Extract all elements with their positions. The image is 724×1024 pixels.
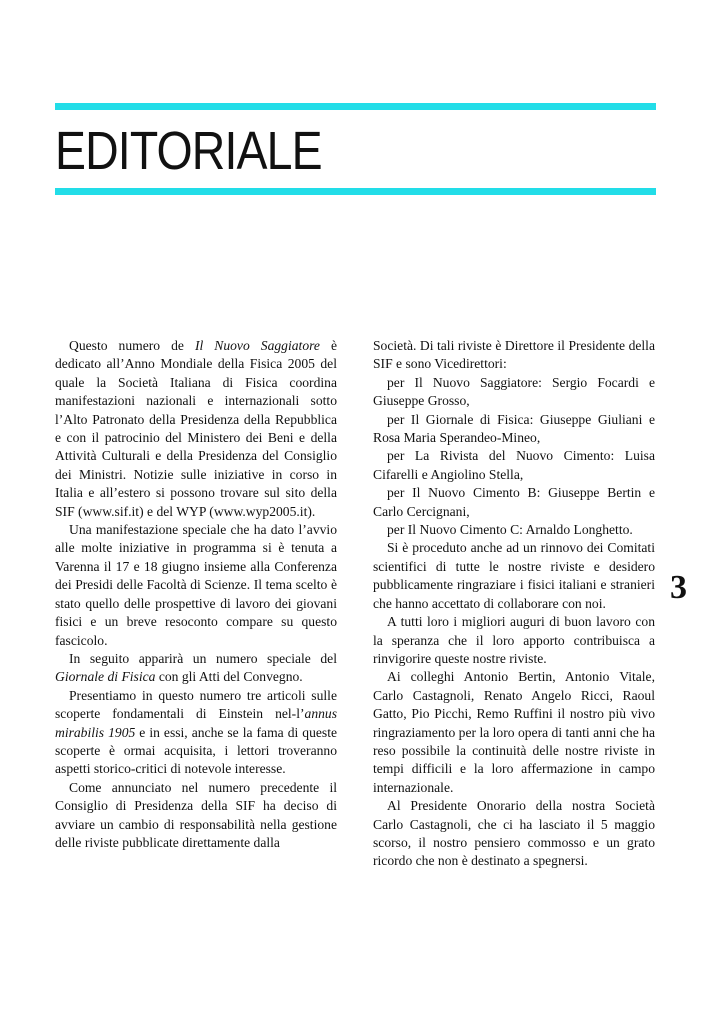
header-bottom-rule — [55, 188, 656, 195]
list-item: per Il Nuovo Cimento B: Giuseppe Bertin e Carlo Cercignani, — [373, 485, 655, 519]
paragraph: Al Presidente Onorario della nostra Società Carlo Castagnoli, che ci ha lasciato il 5 maggio scorso, il nostro pensiero commosso e un grato ricordo che non è destinato a spegnersi. — [373, 798, 655, 869]
journal-title: Il Nuovo Saggiatore — [194, 338, 320, 353]
page-title: EDITORIALE — [55, 121, 322, 181]
paragraph: Presentiamo in questo numero tre articoli sulle scoperte fondamentali di Einstein nel-l’annus mirabilis 1905 e in essi, anche se la fama di queste scoperte è ormai acquisita, i lettori troveranno aspetti storico-critici di notevole interesse. — [55, 687, 338, 777]
paragraph: A tutti loro i migliori auguri di buon lavoro con la speranza che il loro apporto contribuisca a rinvigorire queste nostre riviste. — [373, 614, 655, 666]
paragraph: Come annunciato nel numero precedente il Consiglio di Presidenza della SIF ha deciso di avviare un cambio di responsabilità nella gestione delle riviste pubblicate direttamente dalla — [55, 779, 337, 850]
page-number: 3 — [670, 569, 687, 606]
paragraph: Si è proceduto anche ad un rinnovo dei Comitati scientifici di tutte le nostre riviste e desidero pubblicamente ringraziare i fisici italiani e stranieri che hanno accettato di collaborare con noi. — [373, 540, 655, 611]
left-column — [55, 337, 337, 852]
paragraph: Una manifestazione speciale che ha dato l’avvio alle molte iniziative in programma si è tenuta a Varenna il 17 e 18 giugno insieme alla Conferenza dei Presidi delle Facoltà di Scienze. Il tema scelto è stato quello delle prospettive di lavoro dei giovani fisici e un breve resoconto compare su questo fascicolo. — [55, 522, 337, 648]
list-item: per Il Nuovo Cimento C: Arnaldo Longhetto. — [387, 522, 633, 538]
paragraph: Ai colleghi Antonio Bertin, Antonio Vitale, Carlo Castagnoli, Renato Angelo Ricci, Raoul Gatto, Pio Picchi, Remo Ruffini il nostro più vivo ringraziamento per la loro opera di tanti anni che ha reso possibile la continuità delle nostre riviste in tempi difficili e la loro affermazione in campo internazionale. — [373, 669, 655, 795]
right-column — [373, 337, 655, 871]
list-item: per Il Giornale di Fisica: Giuseppe Giuliani e Rosa Maria Sperandeo-Mineo, — [373, 411, 655, 446]
journal-title: Giornale di Fisica — [55, 669, 156, 685]
paragraph: Società. Di tali riviste è Direttore il Presidente della SIF e sono Vicedirettori: — [373, 338, 655, 372]
list-item: per La Rivista del Nuovo Cimento: Luisa Cifarelli e Angiolino Stella, — [373, 448, 655, 482]
paragraph: In seguito apparirà un numero speciale del Giornale di Fisica con gli Atti del Convegno. — [55, 650, 337, 685]
emphasis: annus mirabilis 1905 — [55, 706, 337, 740]
list-item: per Il Nuovo Saggiatore: Sergio Focardi e Giuseppe Grosso, — [373, 374, 655, 409]
header-top-rule — [55, 103, 656, 110]
paragraph: Questo numero de Il Nuovo Saggiatore è dedicato all’Anno Mondiale della Fisica 2005 del quale la Società Italiana di Fisica coordina manifestazioni nazionali e internazionali sotto l’Alto Patronato della Presidenza della Repubblica e con il patrocinio del Ministero dei Beni e della Attività Culturali e della Presidenza del Consiglio dei Ministri. Notizie sulle iniziative in corso in Italia e all’estero si possono trovare sul sito della SIF (www.sif.it) e del WYP (www.wyp2005.it). — [55, 338, 337, 519]
